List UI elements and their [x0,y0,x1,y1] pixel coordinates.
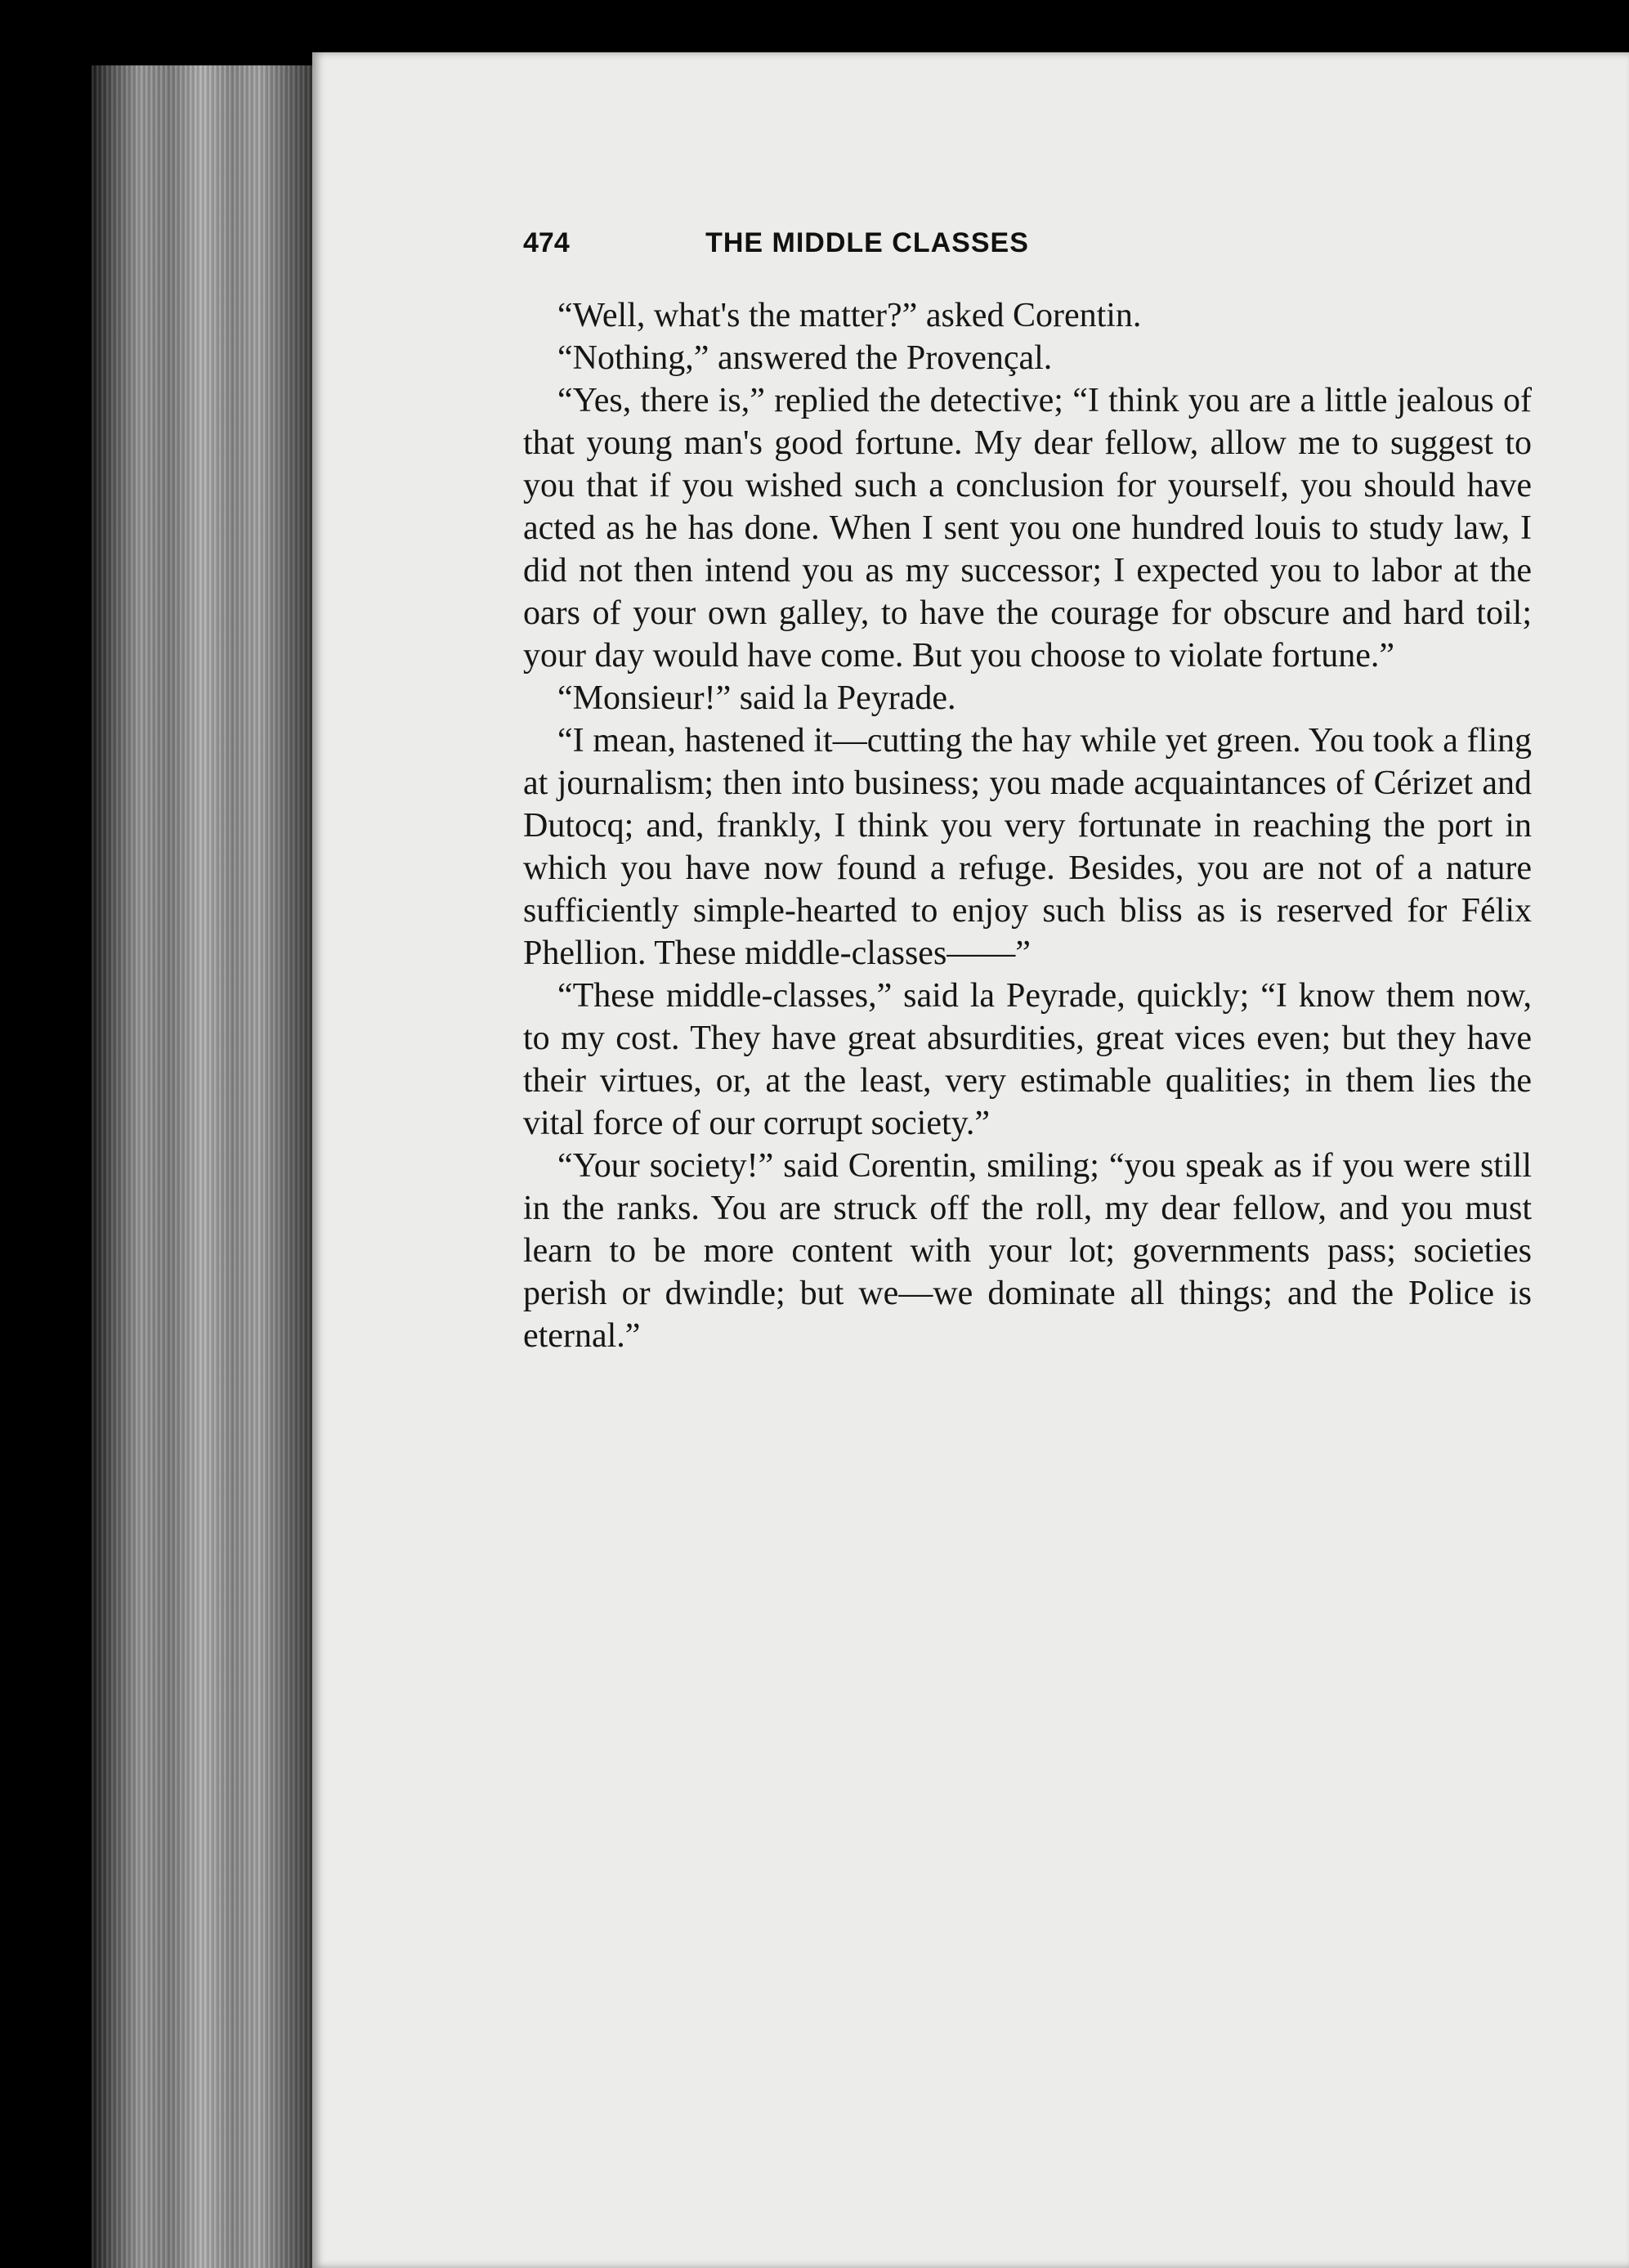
paragraph: “Your society!” said Corentin, smiling; “you speak as if you were still in the ranks. You are struck off the roll, my dear fellow, and you must learn to be more content with your lot; governments pass; societies perish or dwindle; but we—we dominate all things; and the Police is eternal.” [523,1147,1532,1355]
paragraph: “These middle-classes,” said la Peyrade, quickly; “I know them now, to my cost. They have great absurdities, great vices even; but they have their virtues, or, at the least, very estimable qualities; in them lies the vital force of our corrupt society.” [523,977,1532,1142]
running-title: THE MIDDLE CLASSES [705,227,1029,258]
paragraph: “Monsieur!” said la Peyrade. [557,679,956,717]
body-text [523,294,1532,1357]
book-page-edges [92,65,312,2268]
running-head [523,227,1211,268]
page-number: 474 [523,227,570,258]
paragraph: “Nothing,” answered the Provençal. [557,339,1053,377]
paragraph: “I mean, hastened it—cutting the hay while yet green. You took a fling at journalism; then into business; you made acquaintances of Cérizet and Dutocq; and, frankly, I think you very fortunate in reaching the port in which you have now found a refuge. Besides, you are not of a nature sufficiently simple-hearted to enjoy such bliss as is reserved for Félix Phellion. These middle-classes——” [523,722,1532,972]
paragraph: “Yes, there is,” replied the detective; “I think you are a little jealous of that young man's good fortune. My dear fellow, allow me to suggest to you that if you wished such a conclusion for yourself, you should have acted as he has done. When I sent you one hundred louis to study law, I did not then intend you as my successor; I expected you to labor at the oars of your own galley, to have the courage for obscure and hard toil; your day would have come. But you choose to violate fortune.” [523,382,1532,675]
paragraph: “Well, what's the matter?” asked Corentin. [557,297,1142,334]
